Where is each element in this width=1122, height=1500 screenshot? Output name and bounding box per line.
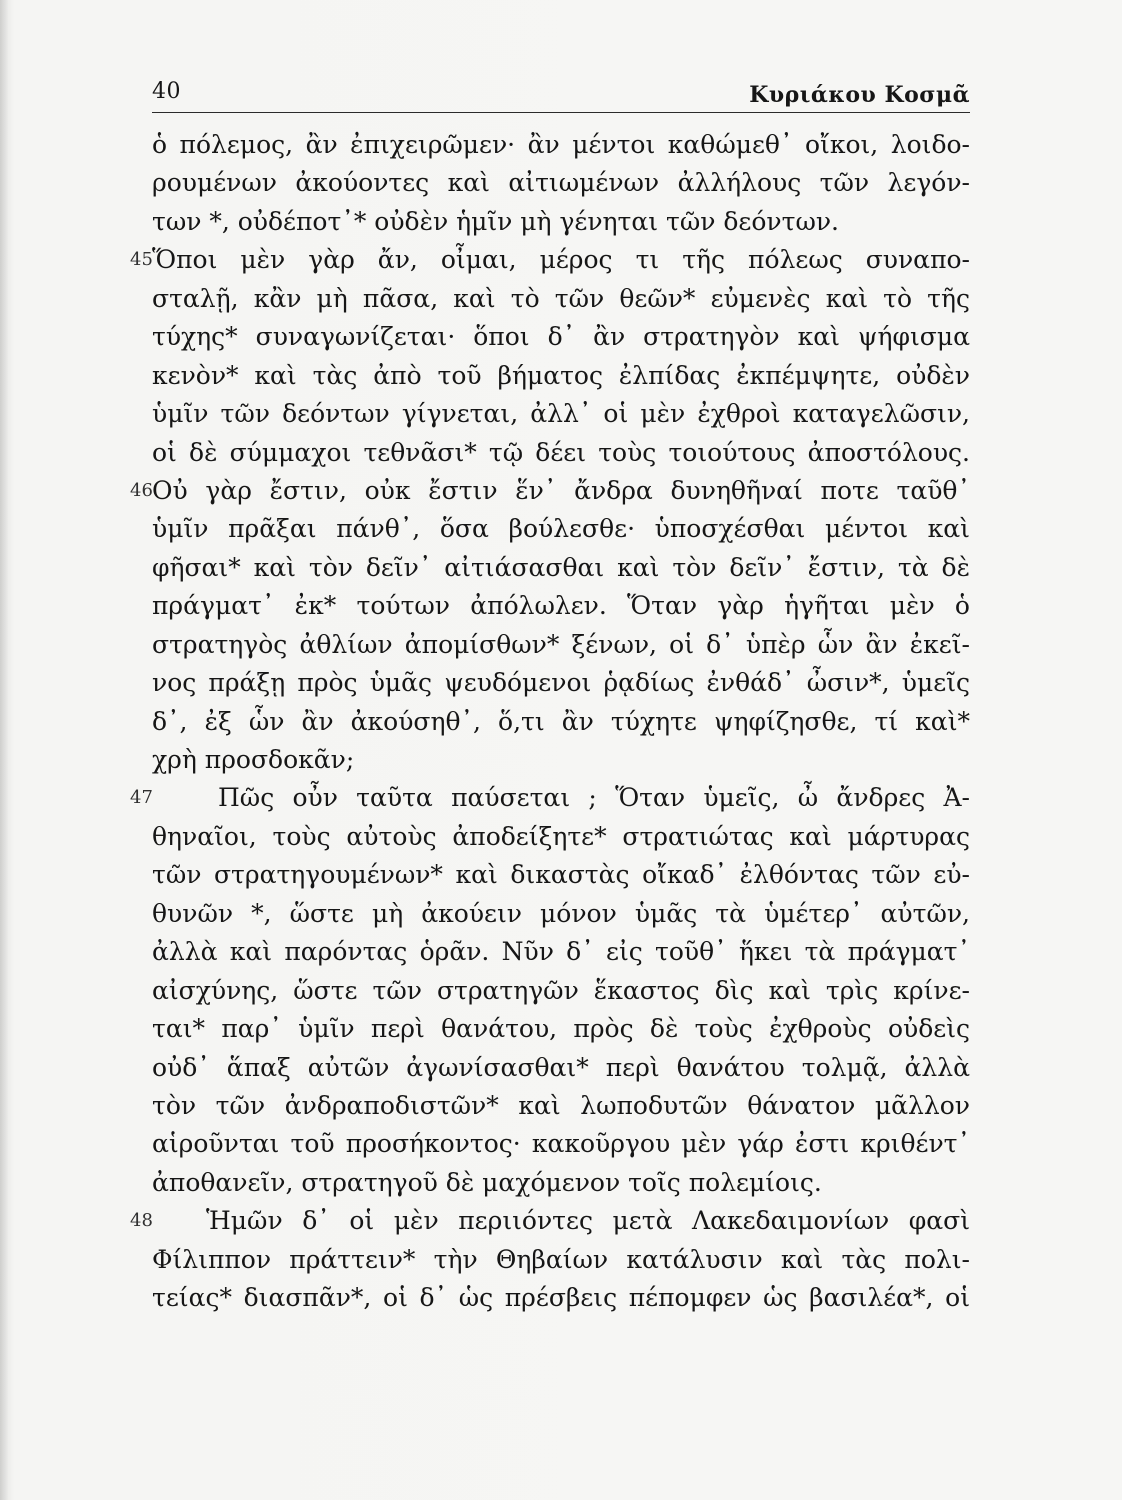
text-line — [152, 203, 970, 241]
text-line-content: οἱ δὲ σύμμαχοι τεθνᾶσι* τῷ δέει τοὺς τοιούτους ἀποστόλους. — [152, 437, 970, 467]
text-line — [152, 164, 970, 202]
text-line-content: οὐδ᾽ ἅπαξ αὐτῶν ἀγωνίσασθαι* περὶ θανάτου τολμᾷ, ἀλλὰ — [152, 1052, 970, 1082]
text-line — [152, 972, 970, 1010]
page-binding-edge — [0, 0, 8, 1500]
text-line-content: ἀποθανεῖν, στρατηγοῦ δὲ μαχόμενον τοῖς πολεμίοις. — [152, 1167, 822, 1197]
text-line-content: αἰσχύνης, ὥστε τῶν στρατηγῶν ἕκαστος δὶς καὶ τρὶς κρίνε- — [152, 975, 970, 1005]
text-line — [152, 1164, 970, 1202]
text-line-content: ὑμῖν πρᾶξαι πάνθ᾽, ὅσα βούλεσθε· ὑποσχέσθαι μέντοι καὶ — [152, 514, 970, 544]
text-line — [152, 549, 970, 587]
text-line — [152, 280, 970, 318]
text-line-content: ὑμῖν τῶν δεόντων γίγνεται, ἀλλ᾽ οἱ μὲν ἐχθροὶ καταγελῶσιν, — [152, 399, 970, 429]
text-line-content: Φίλιππον πράττειν* τὴν Θηβαίων κατάλυσιν καὶ τὰς πολι- — [152, 1244, 970, 1274]
text-line-content: τείας* διασπᾶν*, οἱ δ᾽ ὡς πρέσβεις πέπομφεν ὡς βασιλέα*, οἱ — [152, 1283, 970, 1313]
greek-text-body — [130, 126, 970, 1318]
text-line — [152, 1279, 970, 1317]
text-line-content: ρουμένων ἀκούοντες καὶ αἰτιωμένων ἀλλήλους τῶν λεγόν- — [152, 168, 970, 198]
text-line-content: Ὅποι μὲν γὰρ ἄν, οἶμαι, μέρος τι τῆς πόλεως συναπο- — [152, 245, 970, 275]
text-line — [130, 779, 970, 817]
text-line — [152, 1125, 970, 1163]
text-line — [152, 1049, 970, 1087]
text-line — [152, 933, 970, 971]
text-line-content: θυνῶν *, ὥστε μὴ ἀκούειν μόνον ὑμᾶς τὰ ὑμέτερ᾽ αὐτῶν, — [152, 898, 970, 928]
page-header — [152, 76, 970, 116]
text-line — [152, 895, 970, 933]
text-line — [152, 1010, 970, 1048]
text-line-content: ὁ πόλεμος, ἂν ἐπιχειρῶμεν· ἂν μέντοι καθώμεθ᾽ οἴκοι, λοιδο- — [152, 130, 970, 159]
section-number: 45 — [130, 249, 153, 271]
text-line-content: χρὴ προσδοκᾶν; — [152, 745, 355, 774]
text-line-content: σταλῇ, κἂν μὴ πᾶσα, καὶ τὸ τῶν θεῶν* εὐμενὲς καὶ τὸ τῆς — [152, 283, 970, 313]
text-line — [130, 472, 970, 510]
text-line — [130, 1202, 970, 1240]
text-line-content: τῶν στρατηγουμένων* καὶ δικαστὰς οἴκαδ᾽ ἐλθόντας τῶν εὐ- — [152, 860, 970, 890]
section-number: 47 — [130, 787, 153, 809]
text-line-content: δ᾽, ἐξ ὧν ἂν ἀκούσηθ᾽, ὅ,τι ἂν τύχητε ψηφίζησθε, τί καὶ* — [152, 706, 970, 736]
text-line — [152, 510, 970, 548]
text-line-content: τὸν τῶν ἀνδραποδιστῶν* καὶ λωποδυτῶν θάνατον μᾶλλον — [152, 1090, 970, 1120]
text-line-content: κενὸν* καὶ τὰς ἀπὸ τοῦ βήματος ἐλπίδας ἐκπέμψητε, οὐδὲν — [152, 360, 970, 390]
text-line — [152, 1241, 970, 1279]
section-number: 48 — [130, 1210, 153, 1232]
text-line — [152, 741, 970, 779]
section-number: 46 — [130, 479, 153, 501]
text-line-content: ται* παρ᾽ ὑμῖν περὶ θανάτου, πρὸς δὲ τοὺς ἐχθροὺς οὐδεὶς — [152, 1014, 970, 1044]
text-line — [152, 395, 970, 433]
text-line — [152, 626, 970, 664]
text-line-content: θηναῖοι, τοὺς αὐτοὺς ἀποδείξητε* στρατιώτας καὶ μάρτυρας — [152, 821, 970, 851]
text-line-content: Οὐ γὰρ ἔστιν, οὐκ ἔστιν ἕν᾽ ἄνδρα δυνηθῆναί ποτε ταῦθ᾽ — [152, 475, 970, 505]
text-line — [152, 587, 970, 625]
text-line-content: αἱροῦνται τοῦ προσήκοντος· κακοῦργου μὲν γάρ ἐστι κριθέντ᾽ — [152, 1129, 970, 1159]
text-line-content: φῆσαι* καὶ τὸν δεῖν᾽ αἰτιάσασθαι καὶ τὸν δεῖν᾽ ἔστιν, τὰ δὲ — [152, 552, 970, 582]
text-line-content: των *, οὐδέποτ᾽* οὐδὲν ἡμῖν μὴ γένηται τῶν δεόντων. — [152, 206, 839, 236]
running-head: Κυριάκου Κοσμᾶ — [749, 82, 970, 108]
text-line-content: νος πράξῃ πρὸς ὑμᾶς ψευδόμενοι ῥᾳδίως ἐνθάδ᾽ ὦσιν*, ὑμεῖς — [152, 668, 970, 698]
text-line-content: τύχης* συναγωνίζεται· ὅποι δ᾽ ἂν στρατηγὸν καὶ ψήφισμα — [152, 322, 970, 352]
text-line — [152, 1087, 970, 1125]
text-line — [152, 434, 970, 472]
text-line-content: Ἡμῶν δ᾽ οἱ μὲν περιιόντες μετὰ Λακεδαιμονίων φασὶ — [206, 1206, 970, 1236]
text-line-content: πράγματ᾽ ἐκ* τούτων ἀπόλωλεν. Ὅταν γὰρ ἡγῆται μὲν ὁ — [152, 591, 970, 621]
text-line-content: Πῶς οὖν ταῦτα παύσεται ; Ὅταν ὑμεῖς, ὦ ἄνδρες Ἀ- — [218, 783, 970, 813]
text-line — [152, 357, 970, 395]
text-line — [152, 126, 970, 164]
page-number: 40 — [152, 79, 181, 104]
text-line — [152, 318, 970, 356]
text-line-content: στρατηγὸς ἀθλίων ἀπομίσθων* ξένων, οἱ δ᾽ ὑπὲρ ὧν ἂν ἐκεῖ- — [152, 629, 970, 659]
text-line — [152, 818, 970, 856]
text-line — [152, 856, 970, 894]
text-line — [152, 664, 970, 702]
text-line — [130, 241, 970, 279]
text-line — [152, 703, 970, 741]
header-rule — [152, 112, 970, 113]
text-line-content: ἀλλὰ καὶ παρόντας ὁρᾶν. Νῦν δ᾽ εἰς τοῦθ᾽ ἥκει τὰ πράγματ᾽ — [152, 937, 970, 967]
